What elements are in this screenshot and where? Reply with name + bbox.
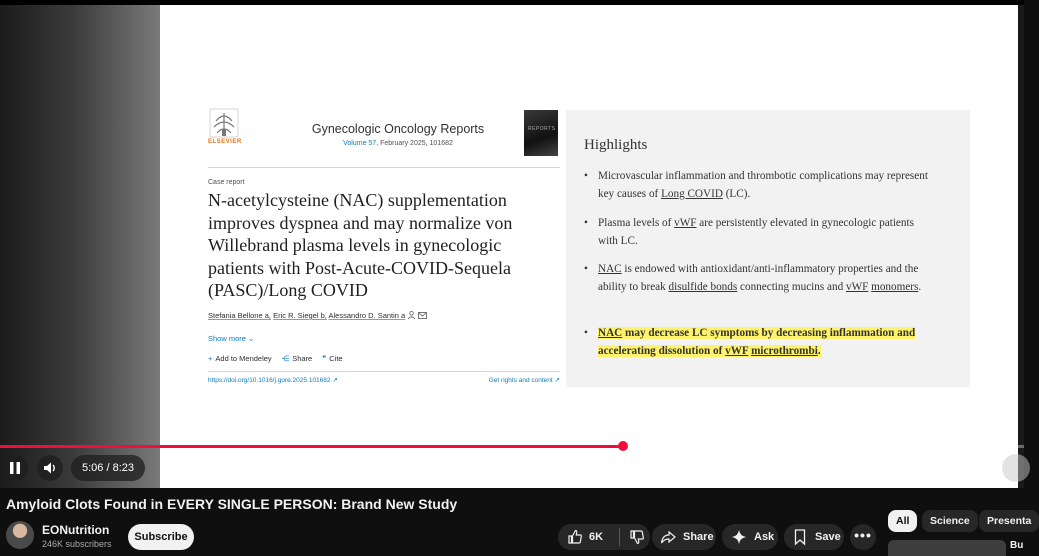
article-type: Case report (208, 179, 245, 186)
show-more-label: Show more (208, 334, 246, 343)
highlight-link[interactable]: vWF (845, 281, 869, 293)
journal-cover (524, 110, 558, 156)
like-button[interactable] (558, 529, 619, 545)
thumbs-down-icon (629, 529, 645, 545)
pause-icon (9, 461, 21, 475)
like-dislike-group (558, 524, 650, 550)
author-1[interactable]: Stefania Bellone a, (208, 311, 271, 320)
quote-icon: ❞ (322, 354, 327, 363)
channel-avatar[interactable] (6, 521, 34, 549)
save-button[interactable] (784, 524, 844, 550)
thumbs-up-icon (567, 529, 583, 545)
share-button[interactable] (652, 524, 716, 550)
chip-all[interactable]: All (888, 510, 917, 532)
highlight-link[interactable]: NAC (598, 263, 622, 275)
journal-name[interactable]: Gynecologic Oncology Reports (311, 122, 485, 136)
external-link-icon: ↗ (554, 377, 560, 384)
highlight-text: are persistently elevated in gynecologic patients with LC. (598, 217, 914, 247)
highlight-link[interactable]: disulfide bonds (668, 281, 738, 293)
publisher-name: ELSEVIER (208, 139, 242, 145)
add-to-mendeley-button[interactable] (208, 354, 272, 363)
progress-bar[interactable] (0, 445, 1024, 448)
highlight-link[interactable]: vWF (725, 345, 749, 357)
chip-presentation[interactable]: Presenta (979, 510, 1039, 532)
cite-label: Cite (329, 354, 343, 363)
volume-button[interactable] (37, 455, 63, 481)
related-video-thumbnail[interactable] (888, 540, 1006, 556)
progress-scrubber[interactable] (618, 441, 628, 451)
divider (208, 167, 560, 168)
ask-label: Ask (754, 531, 775, 543)
save-label: Save (815, 531, 841, 543)
ask-button[interactable] (722, 524, 778, 550)
author-2[interactable]: Eric R. Siegel b, (273, 311, 327, 320)
journal-date: , February 2025, 101682 (376, 140, 453, 147)
video-frame-left (0, 5, 160, 488)
external-link-icon: ↗ (332, 377, 338, 384)
highlight-item-2 (598, 214, 933, 250)
more-horizontal-icon: ••• (854, 527, 872, 543)
divider (208, 371, 560, 372)
share-arrow-icon (660, 529, 676, 545)
time-display: 5:06 / 8:23 (71, 455, 145, 481)
sparkle-icon (732, 530, 746, 544)
video-frame-right (1018, 5, 1024, 488)
journal-volume (288, 140, 508, 147)
highlight-text: is endowed with antioxidant/anti-inflammatory properties and the ability to break (598, 263, 919, 293)
highlight-link[interactable]: monomers (871, 281, 919, 293)
highlight-link[interactable]: Long COVID (661, 188, 723, 200)
channel-name[interactable]: EONutrition (42, 523, 110, 537)
highlight-item-3 (598, 260, 933, 296)
highlight-link[interactable]: NAC (598, 327, 623, 339)
author-list (208, 311, 427, 320)
doi-link[interactable] (208, 376, 338, 384)
chip-science[interactable]: Science (922, 510, 978, 532)
highlight-text: (LC). (722, 188, 751, 200)
share-label: Share (683, 531, 714, 543)
highlights-title: Highlights (584, 137, 648, 153)
bookmark-icon (794, 529, 806, 545)
journal-volume-link[interactable]: Volume 57 (343, 140, 377, 147)
cite-button[interactable] (322, 354, 342, 363)
article-actions (208, 354, 343, 363)
rights-link[interactable] (489, 376, 560, 384)
highlight-text: may decrease LC symptoms by decreasing inflammation and accelerating dissolution of (598, 327, 916, 357)
video-slide (160, 5, 1018, 488)
highlight-text: connecting mucins and (737, 281, 846, 293)
highlight-text: . (918, 281, 922, 293)
mendeley-label: Add to Mendeley (215, 354, 272, 363)
play-pause-button[interactable] (2, 455, 28, 481)
doi-text: https://doi.org/10.1016/j.gore.2025.101682 (208, 377, 331, 384)
highlight-link[interactable]: vWF (674, 217, 697, 229)
show-more-link[interactable] (208, 334, 254, 343)
mail-icon (418, 312, 427, 319)
subscribe-button[interactable]: Subscribe (128, 524, 194, 550)
highlight-link[interactable]: microthrombi (751, 345, 818, 357)
related-video-title[interactable]: Bu (1010, 540, 1024, 551)
person-icon (407, 311, 416, 319)
highlights-panel (566, 110, 970, 387)
like-count: 6K (589, 531, 604, 543)
journal-cover-label: REPORTS (528, 126, 556, 132)
chevron-down-icon: ⌄ (248, 334, 255, 343)
share-article-button[interactable] (282, 354, 313, 363)
article-title: N-acetylcysteine (NAC) supplementation improves dyspnea and may normalize von Willebrand plasma levels in gynecologic patients with Post-Acute-COVID-Sequela (PASC)/Long COVID (208, 190, 513, 300)
author-3[interactable]: Alessandro D. Santin a (328, 311, 406, 320)
plus-icon: + (208, 354, 213, 363)
highlight-text: Plasma levels of (598, 217, 675, 229)
more-actions-button[interactable] (850, 524, 876, 550)
subscriber-count: 246K subscribers (42, 539, 112, 549)
dislike-button[interactable] (620, 529, 645, 545)
share-nodes-icon: ⋲ (281, 354, 290, 363)
share-article-label: Share (292, 354, 313, 363)
highlight-item-4 (598, 324, 933, 360)
rights-text: Get rights and content (488, 377, 553, 384)
highlight-text: . (817, 345, 821, 357)
highlight-item-1 (598, 167, 933, 203)
progress-played (0, 445, 623, 448)
volume-icon (43, 461, 57, 475)
highlight-text: Microvascular inflammation and thrombotic complications may represent key causes of (598, 170, 928, 200)
video-title: Amyloid Clots Found in EVERY SINGLE PERSON: Brand New Study (6, 496, 458, 512)
overlay-control-button[interactable] (1002, 454, 1030, 482)
